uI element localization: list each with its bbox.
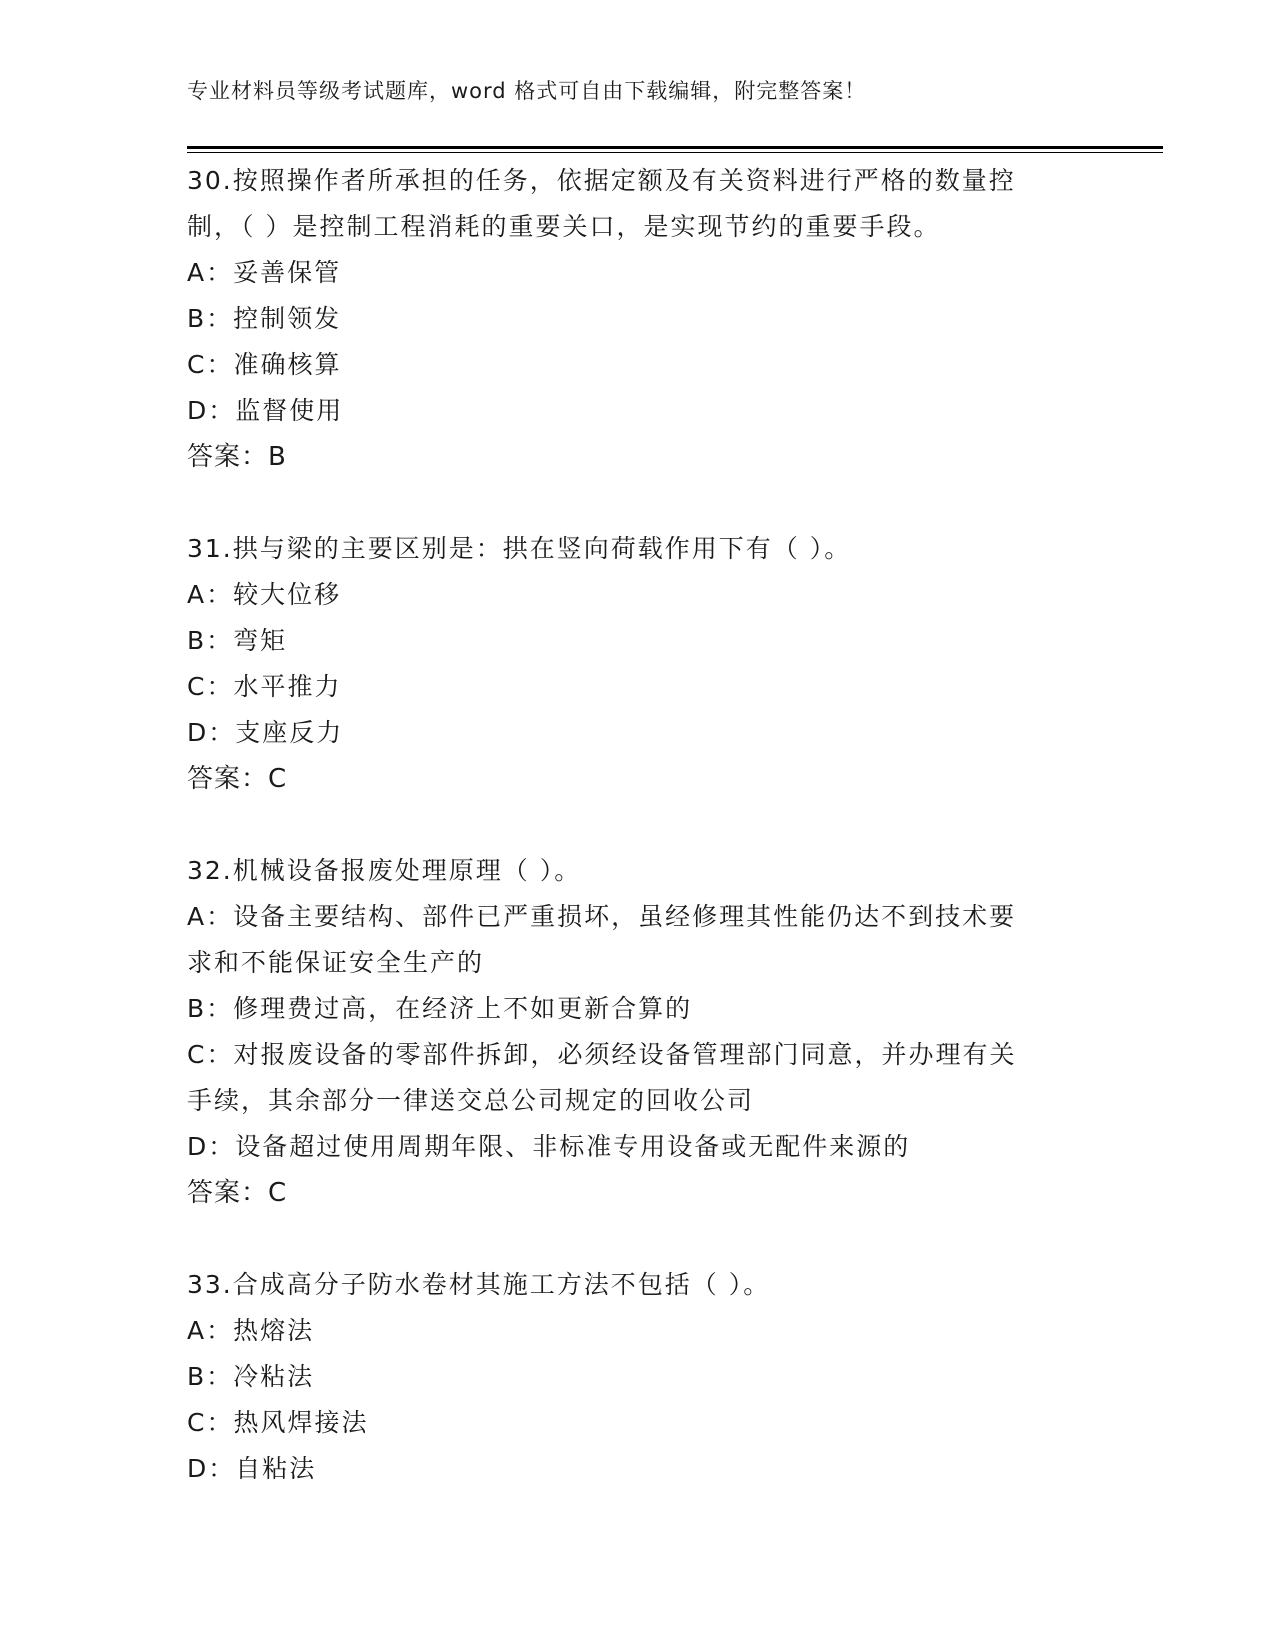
question-stem-line: 32.机械设备报废处理原理（ ）。 bbox=[187, 856, 582, 885]
option-a: A：较大位移 bbox=[187, 580, 342, 609]
option-d: D：设备超过使用周期年限、非标准专用设备或无配件来源的 bbox=[187, 1132, 911, 1161]
header-rule-thin bbox=[187, 152, 1163, 153]
option-d: D：支座反力 bbox=[187, 718, 344, 747]
spacer bbox=[187, 480, 1087, 526]
question-30 bbox=[187, 158, 1087, 480]
question-31 bbox=[187, 526, 1087, 802]
option-a: A：设备主要结构、部件已严重损坏，虽经修理其性能仍达不到技术要 bbox=[187, 902, 1017, 931]
option-d: D：自粘法 bbox=[187, 1454, 317, 1483]
option-d: D：监督使用 bbox=[187, 396, 344, 425]
option-c: C：热风焊接法 bbox=[187, 1408, 369, 1437]
option-c: C：对报废设备的零部件拆卸，必须经设备管理部门同意，并办理有关 bbox=[187, 1040, 1017, 1069]
page-header: 专业材料员等级考试题库，word 格式可自由下载编辑，附完整答案！ bbox=[187, 79, 867, 103]
option-a: A：妥善保管 bbox=[187, 258, 342, 287]
spacer bbox=[187, 1216, 1087, 1262]
option-b: B：控制领发 bbox=[187, 304, 342, 333]
answer: 答案：B bbox=[187, 442, 287, 472]
answer: 答案：C bbox=[187, 1178, 288, 1208]
option-a-continued: 求和不能保证安全生产的 bbox=[187, 948, 485, 977]
option-c: C：准确核算 bbox=[187, 350, 342, 379]
spacer bbox=[187, 802, 1087, 848]
question-stem-line: 制，（ ）是控制工程消耗的重要关口，是实现节约的重要手段。 bbox=[187, 212, 941, 241]
question-list bbox=[187, 158, 1087, 1492]
option-c: C：水平推力 bbox=[187, 672, 342, 701]
question-32 bbox=[187, 848, 1087, 1216]
option-c-continued: 手续，其余部分一律送交总公司规定的回收公司 bbox=[187, 1086, 755, 1115]
question-stem-line: 33.合成高分子防水卷材其施工方法不包括（ ）。 bbox=[187, 1270, 771, 1299]
answer: 答案：C bbox=[187, 764, 288, 794]
header-rule-thick bbox=[187, 146, 1163, 149]
question-stem-line: 30.按照操作者所承担的任务，依据定额及有关资料进行严格的数量控 bbox=[187, 166, 1016, 195]
option-a: A：热熔法 bbox=[187, 1316, 315, 1345]
option-b: B：冷粘法 bbox=[187, 1362, 315, 1391]
option-b: B：弯矩 bbox=[187, 626, 288, 655]
option-b: B：修理费过高，在经济上不如更新合算的 bbox=[187, 994, 693, 1023]
question-33 bbox=[187, 1262, 1087, 1492]
question-stem-line: 31.拱与梁的主要区别是：拱在竖向荷载作用下有（ ）。 bbox=[187, 534, 852, 563]
